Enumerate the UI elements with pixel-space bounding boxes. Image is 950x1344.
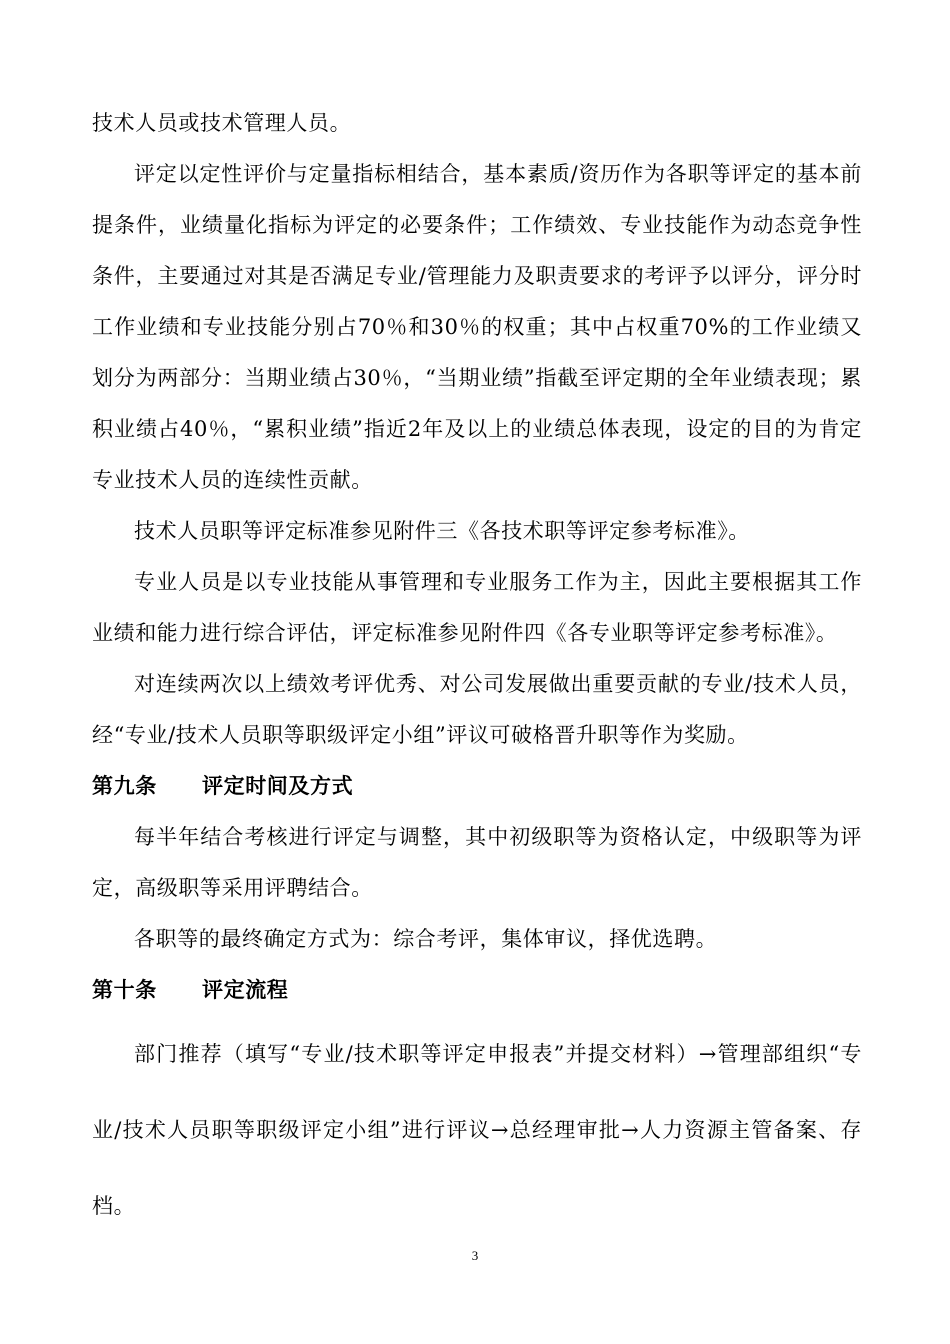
- article-9-heading: [92, 761, 862, 812]
- article-9-title: 评定时间及方式: [202, 774, 354, 798]
- paragraph-evaluation-method: 评定以定性评价与定量指标相结合，基本素质/资历作为各职等评定的基本前提条件，业绩量化指标为评定的必要条件；工作绩效、专业技能作为动态竞争性条件，主要通过对其是否满足专业/管理能力及职责要求的考评予以评分，评分时工作业绩和专业技能分别占70％和30％的权重；其中占权重70%的工作业绩又划分为两部分：当期业绩占30％，“当期业绩”指截至评定期的全年业绩表现；累积业绩占40％，“累积业绩”指近2年及以上的业绩总体表现，设定的目的为肯定专业技术人员的连续性贡献。: [92, 162, 862, 492]
- article-10-title: 评定流程: [202, 978, 289, 1002]
- article-10-process-flow: 部门推荐（填写“专业/技术职等评定申报表”并提交材料）→管理部组织“专业/技术人员职等职级评定小组”进行评议→总经理审批→人力资源主管备案、存档。: [92, 1042, 862, 1218]
- document-body: [92, 98, 862, 1244]
- article-9-number: 第九条: [92, 774, 157, 798]
- article-10-heading: [92, 965, 862, 1016]
- paragraph-exceptional-promotion: 对连续两次以上绩效考评优秀、对公司发展做出重要贡献的专业/技术人员，经“专业/技术人员职等职级评定小组”评议可破格晋升职等作为奖励。: [92, 672, 862, 747]
- paragraph-continuation: 技术人员或技术管理人员。: [92, 111, 352, 135]
- article-9-paragraph-1: 每半年结合考核进行评定与调整，其中初级职等为资格认定，中级职等为评定，高级职等采用评聘结合。: [92, 825, 862, 900]
- paragraph-technical-standard: 技术人员职等评定标准参见附件三《各技术职等评定参考标准》。: [134, 519, 750, 543]
- article-10-number: 第十条: [92, 978, 157, 1002]
- paragraph-professional-standard: 专业人员是以专业技能从事管理和专业服务工作为主，因此主要根据其工作业绩和能力进行综合评估，评定标准参见附件四《各专业职等评定参考标准》。: [92, 570, 862, 645]
- article-9-paragraph-2: 各职等的最终确定方式为：综合考评，集体审议，择优选聘。: [134, 927, 718, 951]
- page-number: 3: [471, 1248, 479, 1263]
